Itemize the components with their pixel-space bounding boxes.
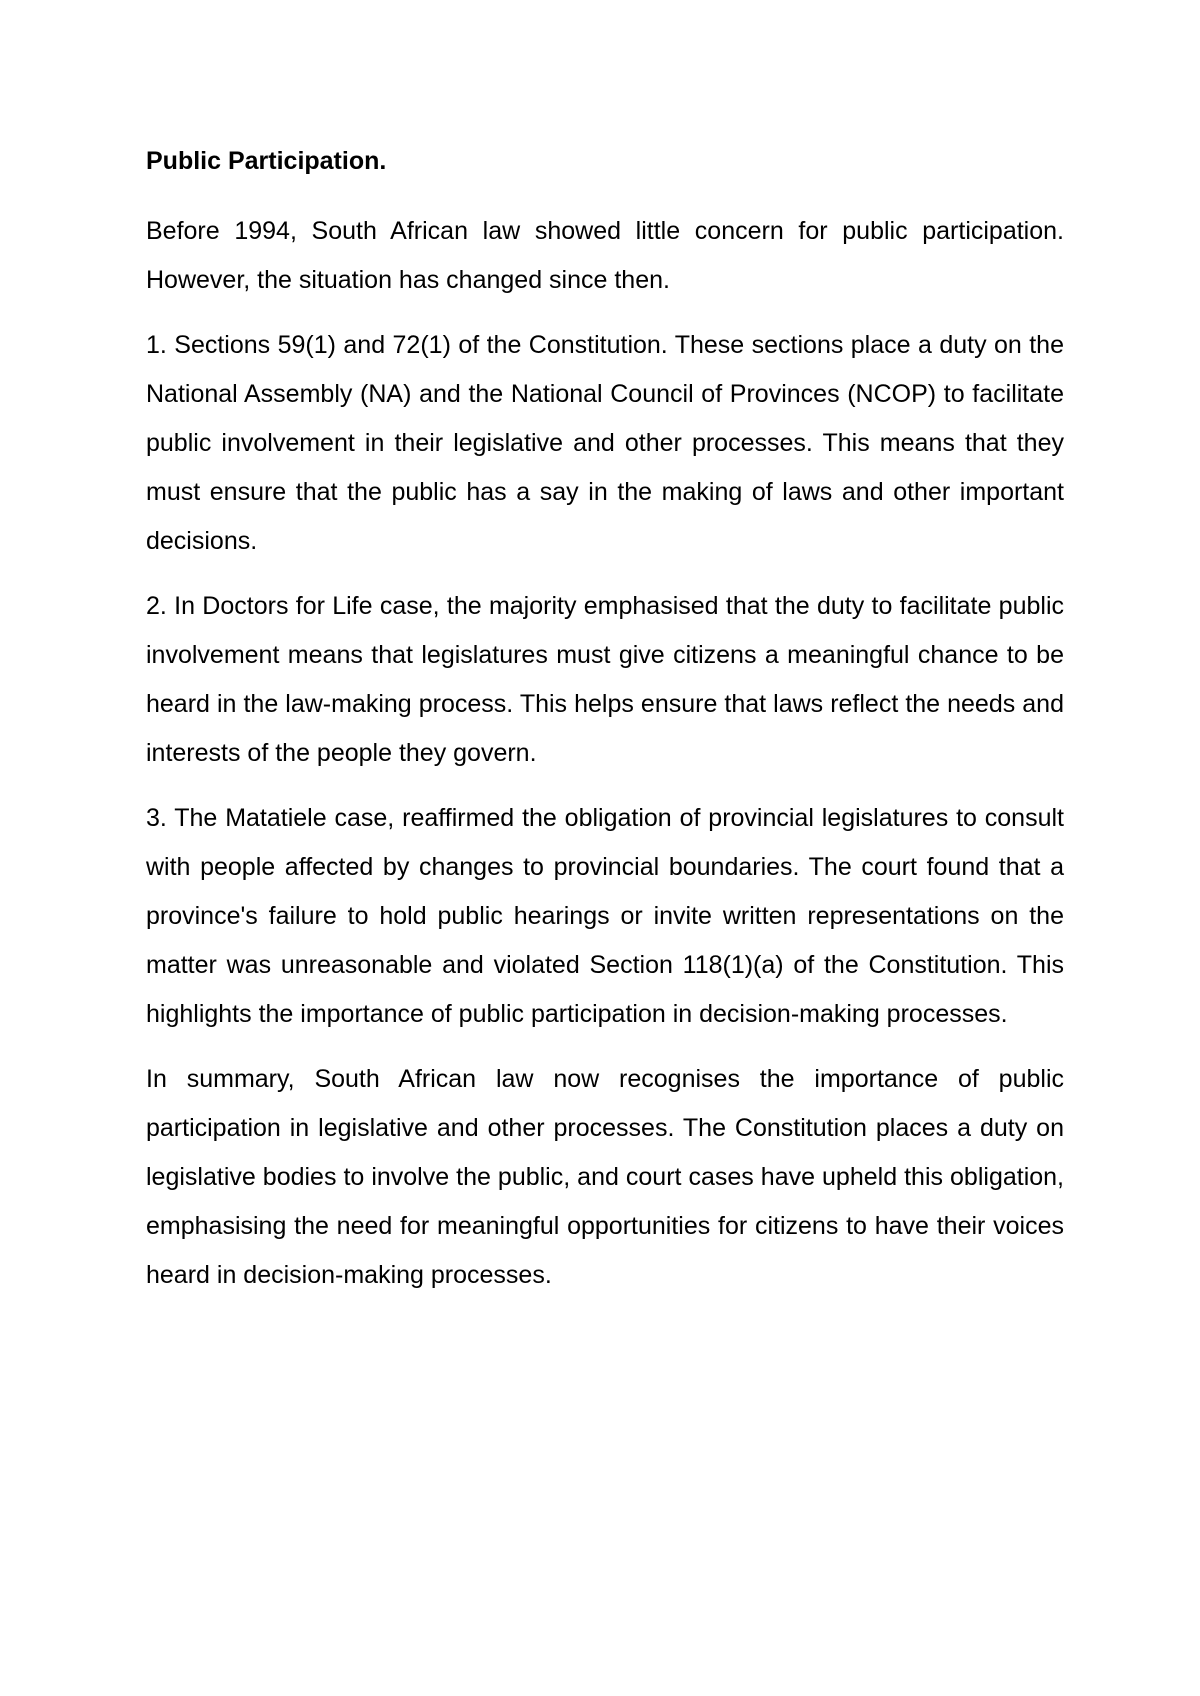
document-body bbox=[146, 143, 1064, 1316]
paragraph-intro: Before 1994, South African law showed little concern for public participation. However, the situation has changed since then. bbox=[146, 217, 1064, 294]
paragraph-point-2: 2. In Doctors for Life case, the majority emphasised that the duty to facilitate public involvement means that legislatures must give citizens a meaningful chance to be heard in the law-making process. This helps ensure that laws reflect the needs and interests of the people they govern. bbox=[146, 592, 1064, 767]
paragraph-point-3: 3. The Matatiele case, reaffirmed the obligation of provincial legislatures to consult with people affected by changes to provincial boundaries. The court found that a province's failure to hold public hearings or invite written representations on the matter was unreasonable and violated Section 118(1)(a) of the Constitution. This highlights the importance of public participation in decision-making processes. bbox=[146, 804, 1064, 1028]
document-title: Public Participation. bbox=[146, 147, 387, 175]
paragraph-summary: In summary, South African law now recognises the importance of public participation in legislative and other processes. The Constitution places a duty on legislative bodies to involve the public, and court cases have upheld this obligation, emphasising the need for meaningful opportunities for citizens to have their voices heard in decision-making processes. bbox=[146, 1065, 1064, 1289]
paragraph-point-1: 1. Sections 59(1) and 72(1) of the Constitution. These sections place a duty on the National Assembly (NA) and the National Council of Provinces (NCOP) to facilitate public involvement in their legislative and other processes. This means that they must ensure that the public has a say in the making of laws and other important decisions. bbox=[146, 331, 1064, 555]
